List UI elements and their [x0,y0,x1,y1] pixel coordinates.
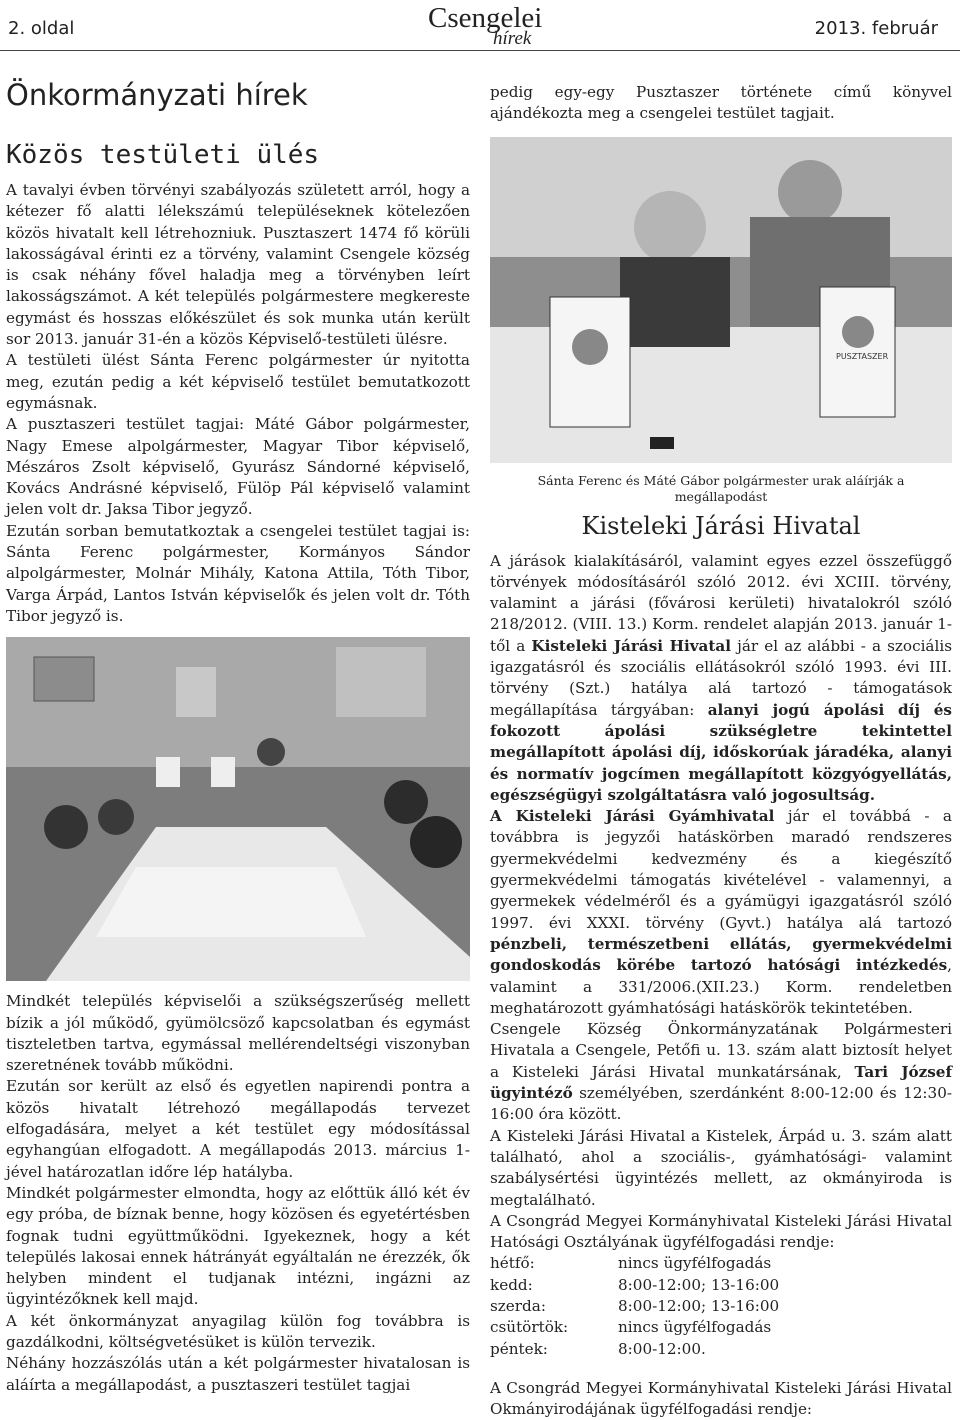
bold-text: alanyi jogú ápolási díj és fokozott ápolási szükségletre tekintettel megállapított ápolási díj, időskorúak járadéka, alanyi és normatív jogcímen megállapított közgyógyellátás, egészségügyi szolgáltatásra való jogosultság. [490,700,952,804]
paragraph: Ezután sorban bemutatkoztak a csengelei testület tagjai is: Sánta Ferenc polgármester, Kormányos Sándor alpolgármester, Molnár Mihály, Katona Attila, Tóth Tibor, Varga Árpád, Lantos István képviselők és jelen volt dr. Tóth Tibor jegyző is. [6,521,470,625]
paragraph [490,551,952,807]
newspaper-logo-sub: hírek [493,28,532,49]
schedule-day: hétfő: [490,1254,535,1273]
signing-photo-image [490,137,952,463]
schedule-day: péntek: [490,1339,548,1358]
paragraph: Mindkét polgármester elmondta, hogy az előttük álló két év egy próba, de bíznak benne, hogy közösen és egyetértésben fognak tudni együttműködni. Igyekeznek, hogy a két település lakosai ennek hátrányát egyáltalán ne érezzék, ők helyben mindent el tudjanak intézni, ingázni az ügyintézőknek kell majd. [6,1183,470,1309]
text-run: , valamint a 331/2006.(XII.23.) Korm. rendeletben meghatározott gyámhatósági hatáskörök tekintetében. [490,956,952,1017]
right-column [490,82,952,1420]
bold-text: Tari József ügyintéző [490,1062,953,1103]
paragraph: A két önkormányzat anyagilag külön fog továbbra is gazdálkodni, költségvetésüket is külön tervezik. [6,1311,470,1351]
paragraph: Néhány hozzászólás után a két polgármester hivatalosan is aláírta a megállapodást, a pusztaszeri testület tagjai [6,1354,470,1394]
paragraph: A tavalyi évben törvényi szabályozás született arról, hogy a kétezer fő alatti lélekszámú településeknek kötelezően közös hivatalt kell létrehozniuk. Pusztaszert 1474 fő körüli lakosságával érinti ez a törvény, valamint Csengele község is csak néhány fővel haladja meg a törvényben leírt lakosságszámot. A két település polgármestere megkereste egymást és hosszas előkészület és sok munka után került sor 2013. január 31-én a közös Képviselő-testületi ülésre. [6,181,470,349]
paragraph: A Csongrád Megyei Kormányhivatal Kisteleki Járási Hivatal Hatósági Osztályának ügyfélfogadási rendje: [490,1211,952,1252]
paragraph [490,806,952,1019]
issue-date: 2013. február [814,18,938,39]
paragraph: Mindkét település képviselői a szükségszerűség mellett bízik a jól működő, gyümölcsöző kapcsolatban és egymást tiszteletben tartva, egymással mellérendeltségi viszonyban szeretnének tovább működni. [6,992,470,1075]
paragraph: A Kisteleki Járási Hivatal a Kistelek, Árpád u. 3. szám alatt található, ahol a szociális-, gyámhatósági- valamint szabálysértési ügyintézés mellett, az okmányiroda is megtalálható. [490,1126,952,1209]
text-run: A járások kialakításáról, valamint egyes ezzel összefüggő törvények módosításáról szóló 2012. évi XCIII. törvény, valamint a járási (fővárosi kerületi) hivatalokról szóló 218/2012. (VIII. 13.) Korm. rendelet alapján 2013. január 1-től a [490,551,952,655]
paragraph: A Csongrád Megyei Kormányhivatal Kisteleki Járási Hivatal Okmányirodájának ügyfélfogadási rendje: [490,1378,952,1419]
bold-text: Kisteleki Járási Hivatal [531,636,732,655]
paragraph: pedig egy-egy Pusztaszer története című könyvel ajándékozta meg a csengelei testület tagjait. [490,83,952,123]
paragraph: A testületi ülést Sánta Ferenc polgármester úr nyitotta meg, ezután pedig a két képviselő testület bemutatkozott egymásnak. [6,351,470,412]
meeting-photo [6,637,470,981]
page-header [0,0,960,51]
left-column [6,60,470,1396]
signing-photo [490,137,952,463]
meeting-photo-image [6,637,470,981]
section-title: Önkormányzati hírek [6,78,308,112]
page-number: 2. oldal [8,18,75,39]
schedule-day: csütörtök: [490,1318,569,1337]
schedule-day: kedd: [490,1275,533,1294]
flag-label: PUSZTASZER [836,351,889,361]
text-run: jár el továbbá - a továbbra is jegyzői hatáskörben maradó rendszeres gyermekvédelmi kedvezmény és a kiegészítő gyermekvédelmi támogatás kivételével - valamennyi, a gyermekek védelméről és a gyámügyi igazgatásról szóló 1997. évi XXXI. törvény (Gyvt.) hatálya alá tartozó [490,807,952,932]
text-run: jár el az alábbi - a szociális igazgatásról és szociális ellátásokról szóló 1993. évi III. törvény (Szt.) hatálya alá tartozó - támogatások megállapítása tárgyában: [490,636,952,719]
schedule-time: nincs ügyfélfogadás [618,1254,772,1273]
paragraph: Ezután sor került az első és egyetlen napirendi pontra a közös hivatalt létrehozó megállapodás tervezet elfogadására, melyet a két testület egy módosítással egyhangúan elfogadott. A megállapodás 2013. március 1-jével határozatlan időre lép hatályba. [6,1077,470,1181]
bold-text: pénzbeli, természetbeni ellátás, gyermekvédelmi gondoskodás körébe tartozó hatósági intézkedés [490,934,952,975]
schedule-time: 8:00-12:00. [618,1339,706,1358]
schedule-time: 8:00-12:00; 13-16:00 [618,1275,780,1294]
bold-text: A Kisteleki Járási Gyámhivatal [490,807,775,826]
schedule-time: 8:00-12:00; 13-16:00 [618,1296,780,1315]
article-title: Kisteleki Járási Hivatal [581,511,861,540]
text-run: személyében, szerdánként 8:00-12:00 és 12:30-16:00 óra között. [490,1084,952,1124]
schedule-day: szerda: [490,1296,546,1315]
paragraph [490,1019,952,1125]
newspaper-logo: Csengelei [428,2,543,34]
paragraph: A pusztaszeri testület tagjai: Máté Gábor polgármester, Nagy Emese alpolgármester, Magyar Tibor képviselő, Mészáros Zsolt képviselő, Gyurász Sándorné képviselő, Kovács Andrásné képviselő, Fülöp Pál képviselő valamint jelen volt dr. Jaksa Tibor jegyző. [6,415,470,519]
article-title: Közös testületi ülés [6,140,320,170]
schedule-table [490,1253,952,1359]
schedule-time: nincs ügyfélfogadás [618,1318,772,1337]
photo-caption: Sánta Ferenc és Máté Gábor polgármester urak aláírják a megállapodást [537,472,905,504]
text-run: Csengele Község Önkormányzatának Polgármesteri Hivatala a Csengele, Petőfi u. 13. szám alatt biztosít helyet a Kisteleki Járási Hivatal munkatársának, [490,1020,952,1081]
